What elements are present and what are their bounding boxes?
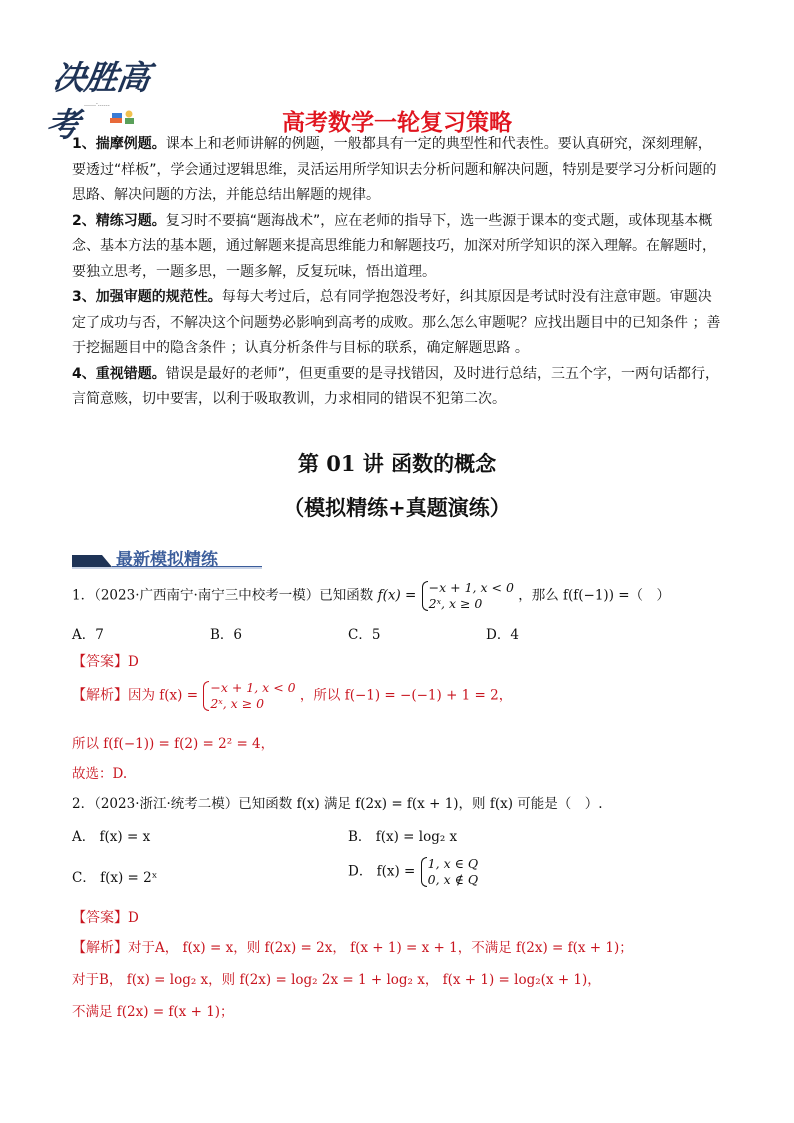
main-title: 高考数学一轮复习策略 [282, 110, 512, 136]
question-1-analysis: 【解析】因为 f(x) = −x + 1, x < 0 2ˣ, x ≥ 0 ，所以 f(−1) = −(−1) + 1 = 2， [72, 680, 513, 711]
question-1-step-3: 故选：D. [72, 766, 128, 782]
question-2-analysis: 【解析】对于A， f(x) = x，则 f(2x) = 2x， f(x + 1) = x + 1，不满足 f(2x) = f(x + 1)； [72, 940, 633, 956]
lecture-subtitle: （模拟精练+真题演练） [283, 495, 511, 520]
section-title: 最新模拟精练 [116, 550, 218, 570]
piecewise-brace: 1, x ∈ Q 0, x ∉ Q [420, 856, 478, 888]
strategy-list [72, 132, 724, 413]
question-2-answer: 【答案】D [72, 910, 139, 926]
question-2-step-3: 不满足 f(2x) = f(x + 1)； [72, 1004, 234, 1020]
logo-text: 决胜高考 [43, 58, 152, 144]
choice-c: C．5 [348, 627, 381, 643]
choice-d: D． f(x) = 1, x ∈ Q 0, x ∉ Q [348, 856, 479, 887]
question-1-step-2: 所以 f(f(−1)) = f(2) = 2² = 4， [72, 736, 275, 752]
question-1-answer: 【答案】D [72, 654, 139, 670]
choice-d: D．4 [486, 627, 519, 643]
choice-b: B．6 [210, 627, 243, 643]
question-2-step-2: 对于B， f(x) = log₂ x，则 f(2x) = log₂ 2x = 1 + log₂ x， f(x + 1) = log₂(x + 1)， [72, 972, 601, 988]
choice-c: C． f(x) = 2ˣ [72, 870, 158, 886]
strategy-item: 1、揣摩例题。课本上和老师讲解的例题，一般都具有一定的典型性和代表性。要认真研究，深刻理解，要透过“样板”，学会通过逻辑思维，灵活运用所学知识去分析问题和解决问题，特别是要学习分析问题的思路、解决问题的方法，并能总结出解题的规律。 [72, 136, 717, 203]
choice-a: A．7 [72, 627, 104, 643]
piecewise-brace: −x + 1, x < 0 2ˣ, x ≥ 0 [202, 680, 295, 712]
strategy-item: 2、精练习题。复习时不要搞“题海战术”，应在老师的指导下，选一些源于课本的变式题，或体现基本概念、基本方法的基本题，通过解题来提高思维能力和解题技巧，加深对所学知识的深入理解。在解题时，要独立思考，一题多思，一题多解，反复玩味，悟出道理。 [72, 212, 716, 280]
choice-a: A． f(x) = x [72, 829, 151, 845]
question-1-stem: 1．（2023·广西南宁·南宁三中校考一模）已知函数 f(x) = −x + 1, x < 0 2ˣ, x ≥ 0 ，那么 f(f(−1)) =（ ） [72, 580, 671, 611]
strategy-item: 4、重视错题。错误是最好的老师”，但更重要的是寻找错因，及时进行总结，三五个字，一两句话都行，言简意赅，切中要害，以利于吸取教训，力求相同的错误不犯第二次。 [72, 365, 720, 407]
question-2-stem: 2．（2023·浙江·统考二模）已知函数 f(x) 满足 f(2x) = f(x + 1)，则 f(x) 可能是（ ）. [72, 796, 603, 812]
strategy-item: 3、加强审题的规范性。每每大考过后，总有同学抱怨没考好，纠其原因是考试时没有注意审题。审题决定了成功与否，不解决这个问题势必影响到高考的成败。那么怎么审题呢？应找出题目中的已知条件 ；善于挖掘题目中的隐含条件 ；认真分析条件与目标的联系，确定解题思路 。 [72, 289, 721, 356]
piecewise-brace: −x + 1, x < 0 2ˣ, x ≥ 0 [421, 580, 514, 612]
logo-subtext: ……·…… [84, 101, 110, 108]
choice-b: B． f(x) = log₂ x [348, 829, 458, 845]
lecture-title: 第 01 讲 函数的概念 [297, 451, 497, 476]
